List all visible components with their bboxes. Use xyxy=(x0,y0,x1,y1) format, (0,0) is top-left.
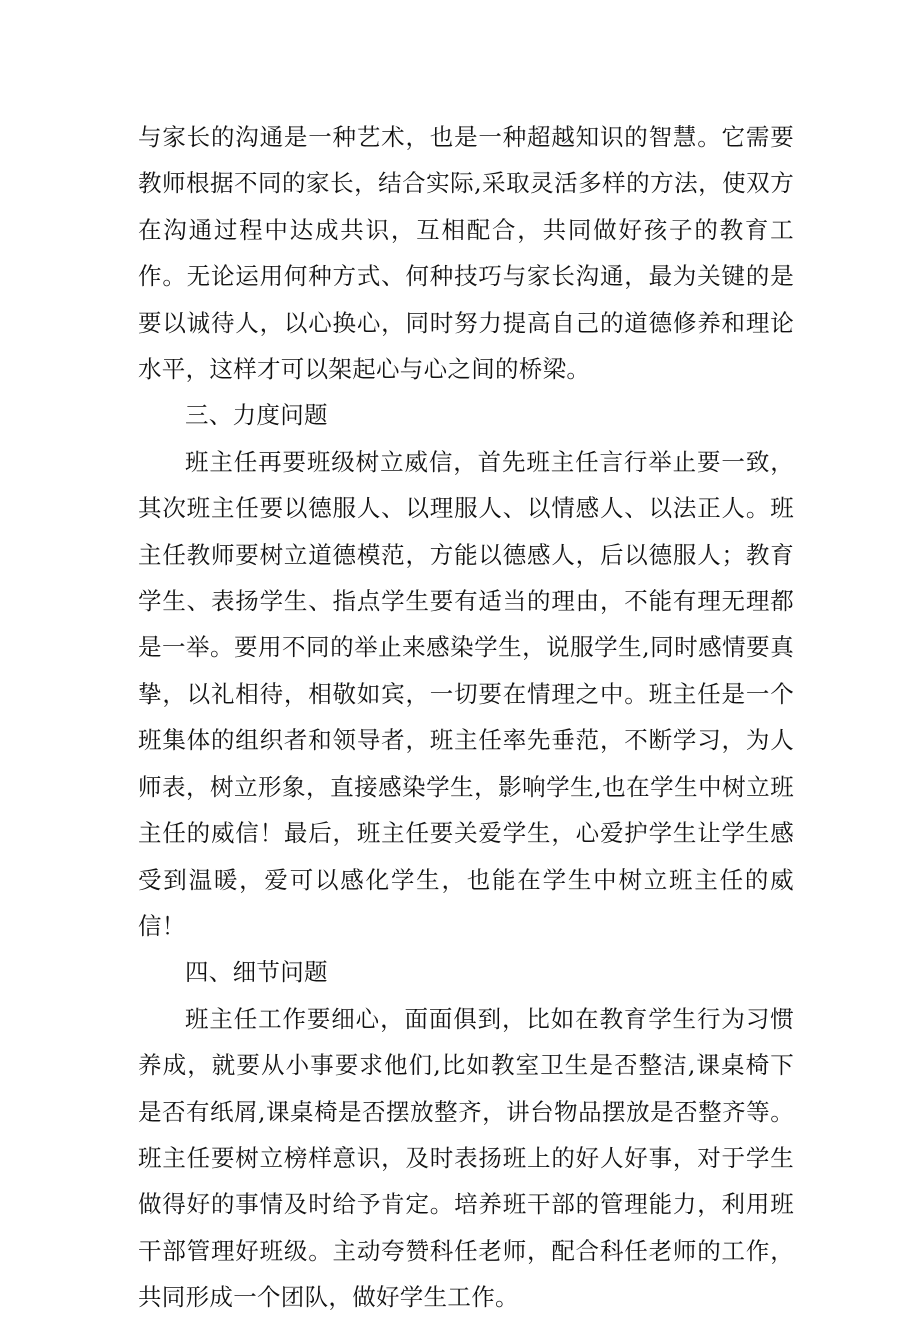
paragraph-parent-communication: 与家长的沟通是一种艺术，也是一种超越知识的智慧。它需要教师根据不同的家长，结合实际,采取灵活多样的方法，使双方在沟通过程中达成共识，互相配合，共同做好孩子的教育工作。无论运用何种方式、何种技巧与家长沟通，最为关键的是要以诚待人，以心换心，同时努力提高自己的道德修养和理论水平，这样才可以架起心与心之间的桥梁。 xyxy=(138,123,794,384)
paragraph-details-body: 班主任工作要细心，面面俱到，比如在教育学生行为习惯养成，就要从小事要求他们,比如教室卫生是否整洁,课桌椅下是否有纸屑,课桌椅是否摆放整齐，讲台物品摆放是否整齐等。班主任要树立榜样意识，及时表扬班上的好人好事，对于学生做得好的事情及时给予肯定。培养班干部的管理能力，利用班干部管理好班级。主动夸赞科任老师，配合科任老师的工作，共同形成一个团队，做好学生工作。 xyxy=(138,1004,794,1312)
section-heading-strength: 三、力度问题 xyxy=(185,401,328,430)
document-page xyxy=(138,114,794,1321)
section-heading-details: 四、细节问题 xyxy=(185,958,328,987)
paragraph-strength-body: 班主任再要班级树立威信，首先班主任言行举止要一致，其次班主任要以德服人、以理服人、以情感人、以法正人。班主任教师要树立道德模范，方能以德感人，后以德服人；教育学生、表扬学生、指点学生要有适当的理由，不能有理无理都是一举。要用不同的举止来感染学生，说服学生,同时感情要真挚，以礼相待，相敬如宾，一切要在情理之中。班主任是一个班集体的组织者和领导者，班主任率先垂范，不断学习，为人师表，树立形象，直接感染学生，影响学生,也在学生中树立班主任的威信！最后，班主任要关爱学生，心爱护学生让学生感受到温暖，爱可以感化学生，也能在学生中树立班主任的威信！ xyxy=(138,447,794,940)
